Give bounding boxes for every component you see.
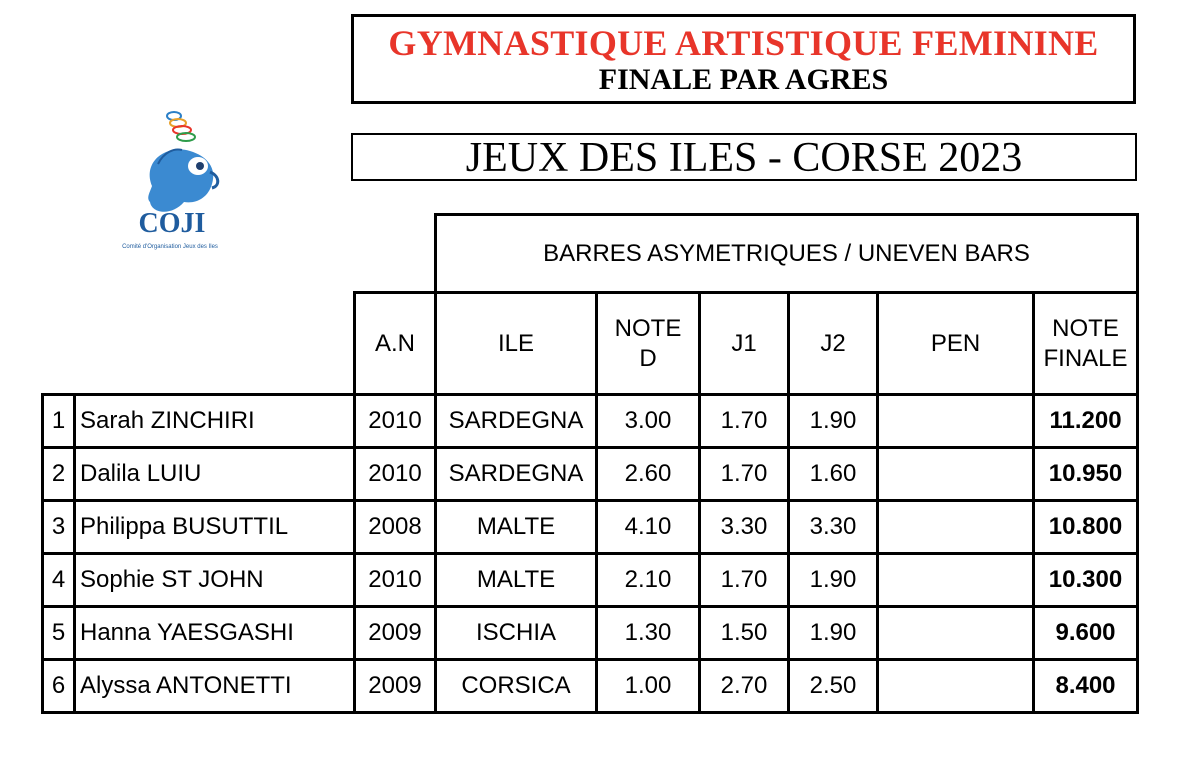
j1-cell: 1.70 bbox=[700, 554, 789, 607]
rank-cell: 6 bbox=[43, 660, 75, 713]
pen-cell bbox=[878, 501, 1034, 554]
j1-cell: 3.30 bbox=[700, 501, 789, 554]
rank-cell: 2 bbox=[43, 448, 75, 501]
year-cell: 2010 bbox=[355, 448, 436, 501]
name-cell: Dalila LUIU bbox=[75, 448, 355, 501]
page-title: GYMNASTIQUE ARTISTIQUE FEMININE bbox=[388, 23, 1099, 63]
rank-cell: 5 bbox=[43, 607, 75, 660]
ile-cell: SARDEGNA bbox=[436, 395, 597, 448]
note-d-cell: 2.10 bbox=[597, 554, 700, 607]
page-subtitle: FINALE PAR AGRES bbox=[598, 63, 889, 96]
final-cell: 11.200 bbox=[1034, 395, 1138, 448]
col-header-j1: J1 bbox=[700, 293, 789, 395]
name-cell: Sophie ST JOHN bbox=[75, 554, 355, 607]
final-cell: 8.400 bbox=[1034, 660, 1138, 713]
col-header-an: A.N bbox=[355, 293, 436, 395]
table-row bbox=[43, 554, 1138, 607]
j1-cell: 2.70 bbox=[700, 660, 789, 713]
col-header-final-line2: FINALE bbox=[1043, 344, 1128, 372]
rank-cell: 4 bbox=[43, 554, 75, 607]
col-header-final-line1: NOTE bbox=[1052, 314, 1119, 342]
year-cell: 2010 bbox=[355, 395, 436, 448]
ile-cell: SARDEGNA bbox=[436, 448, 597, 501]
j2-cell: 2.50 bbox=[789, 660, 878, 713]
event-title: JEUX DES ILES - CORSE 2023 bbox=[351, 133, 1137, 181]
j2-cell: 1.90 bbox=[789, 607, 878, 660]
j2-cell: 3.30 bbox=[789, 501, 878, 554]
table-row bbox=[43, 395, 1138, 448]
pen-cell bbox=[878, 554, 1034, 607]
name-cell: Philippa BUSUTTIL bbox=[75, 501, 355, 554]
j2-cell: 1.60 bbox=[789, 448, 878, 501]
col-header-note-d-line1: NOTE bbox=[614, 314, 682, 342]
j1-cell: 1.50 bbox=[700, 607, 789, 660]
logo-caption: Comité d'Organisation Jeux des Iles bbox=[122, 244, 218, 250]
final-cell: 10.300 bbox=[1034, 554, 1138, 607]
j2-cell: 1.90 bbox=[789, 395, 878, 448]
note-d-cell: 1.30 bbox=[597, 607, 700, 660]
year-cell: 2010 bbox=[355, 554, 436, 607]
col-header-note-d-line2: D bbox=[639, 344, 657, 372]
results-table bbox=[41, 213, 1139, 714]
note-d-cell: 3.00 bbox=[597, 395, 700, 448]
rank-cell: 1 bbox=[43, 395, 75, 448]
pen-cell bbox=[878, 660, 1034, 713]
j1-cell: 1.70 bbox=[700, 395, 789, 448]
pen-cell bbox=[878, 448, 1034, 501]
final-cell: 9.600 bbox=[1034, 607, 1138, 660]
ile-cell: CORSICA bbox=[436, 660, 597, 713]
apparatus-header: BARRES ASYMETRIQUES / UNEVEN BARS bbox=[436, 215, 1138, 293]
final-cell: 10.800 bbox=[1034, 501, 1138, 554]
pen-cell bbox=[878, 607, 1034, 660]
name-cell: Sarah ZINCHIRI bbox=[75, 395, 355, 448]
year-cell: 2009 bbox=[355, 660, 436, 713]
table-row bbox=[43, 660, 1138, 713]
final-cell: 10.950 bbox=[1034, 448, 1138, 501]
j2-cell: 1.90 bbox=[789, 554, 878, 607]
year-cell: 2009 bbox=[355, 607, 436, 660]
col-header-ile: ILE bbox=[436, 293, 597, 395]
table-row bbox=[43, 607, 1138, 660]
year-cell: 2008 bbox=[355, 501, 436, 554]
name-cell: Hanna YAESGASHI bbox=[75, 607, 355, 660]
note-d-cell: 1.00 bbox=[597, 660, 700, 713]
note-d-cell: 4.10 bbox=[597, 501, 700, 554]
col-header-note-d bbox=[597, 293, 700, 395]
ile-cell: MALTE bbox=[436, 554, 597, 607]
table-row bbox=[43, 501, 1138, 554]
col-header-final bbox=[1034, 293, 1138, 395]
col-header-pen: PEN bbox=[878, 293, 1034, 395]
logo-text: COJI bbox=[138, 208, 206, 239]
rank-cell: 3 bbox=[43, 501, 75, 554]
table-row bbox=[43, 448, 1138, 501]
name-cell: Alyssa ANTONETTI bbox=[75, 660, 355, 713]
ile-cell: ISCHIA bbox=[436, 607, 597, 660]
note-d-cell: 2.60 bbox=[597, 448, 700, 501]
ile-cell: MALTE bbox=[436, 501, 597, 554]
title-box bbox=[351, 14, 1136, 104]
pen-cell bbox=[878, 395, 1034, 448]
j1-cell: 1.70 bbox=[700, 448, 789, 501]
col-header-j2: J2 bbox=[789, 293, 878, 395]
